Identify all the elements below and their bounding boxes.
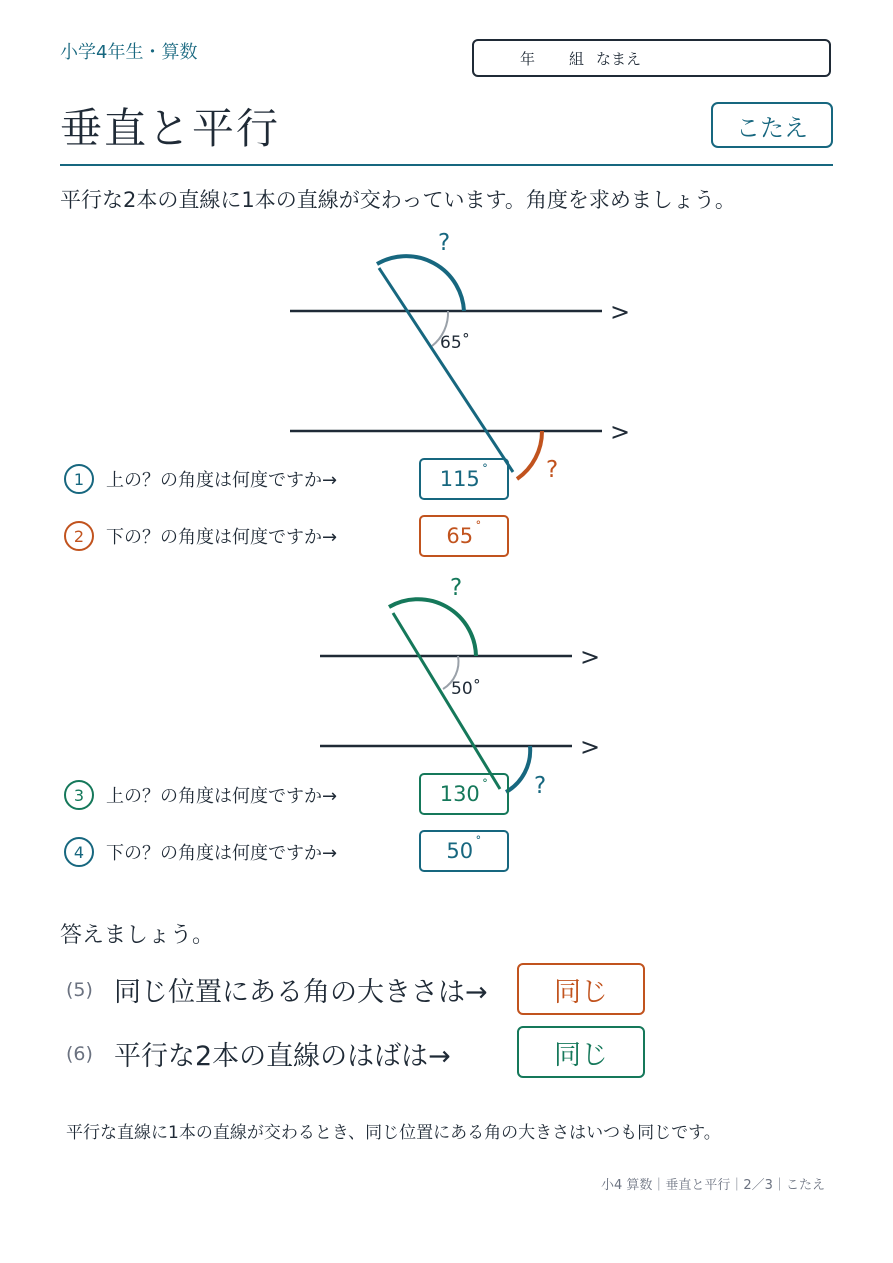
question-mark-top-2: ? — [450, 575, 463, 601]
degree-unit-2: ˚ — [475, 520, 482, 536]
question-mark-bottom-2: ? — [534, 773, 547, 799]
section-2-heading: 答えましょう。 — [60, 923, 215, 948]
answer-box-2[interactable] — [419, 515, 509, 557]
question-number-5: (5) — [66, 978, 93, 1001]
page-footer: 小4 算数｜垂直と平行｜2／3｜こたえ — [601, 1178, 825, 1193]
page-title: 垂直と平行 — [60, 104, 281, 153]
name-label: なまえ — [596, 49, 642, 68]
instruction-text: 平行な2本の直線に1本の直線が交わっています。角度を求めましょう。 — [60, 188, 736, 212]
parallel-arrow-2b: > — [580, 733, 601, 761]
answer-box-3[interactable] — [419, 773, 509, 815]
parallel-arrow-1b: > — [610, 418, 631, 446]
answer-box-6[interactable] — [517, 1026, 645, 1078]
given-angle-label-1: 65˚ — [440, 333, 471, 353]
class-label: 組 — [569, 49, 585, 68]
question-number-2: 2 — [64, 521, 94, 551]
parallel-arrow-1a: > — [610, 298, 631, 326]
answer-value-5: 同じ — [554, 976, 608, 1008]
degree-unit-4: ˚ — [475, 835, 482, 851]
question-4 — [64, 837, 337, 867]
answer-value-2: 65 — [446, 524, 474, 548]
question-6 — [66, 1034, 451, 1073]
question-2 — [64, 521, 337, 551]
answer-value-3: 130 — [439, 782, 480, 806]
grade-label: 小学4年生・算数 — [60, 42, 198, 63]
question-mark-bottom-1: ? — [546, 457, 559, 483]
question-text-3: 上の？の角度は何度ですか→ — [106, 786, 338, 807]
answer-value-4: 50 — [446, 839, 474, 863]
question-text-2: 下の？の角度は何度ですか→ — [106, 527, 338, 548]
question-3 — [64, 780, 337, 810]
question-text-5: 同じ位置にある角の大きさは→ — [114, 977, 488, 1008]
question-number-4: 4 — [64, 837, 94, 867]
degree-unit-3: ˚ — [481, 778, 489, 794]
figure-2 — [320, 575, 600, 799]
figure-1 — [290, 230, 630, 483]
transversal-2 — [393, 613, 500, 789]
degree-unit-1: ˚ — [481, 463, 489, 479]
question-number-3: 3 — [64, 780, 94, 810]
answer-value-6: 同じ — [554, 1039, 608, 1071]
angle-arc-bottom-1 — [517, 431, 542, 479]
parallel-arrow-2a: > — [580, 643, 601, 671]
answer-tag: こたえ — [711, 102, 833, 148]
answer-box-1[interactable] — [419, 458, 509, 500]
question-number-1: 1 — [64, 464, 94, 494]
year-label: 年 — [520, 49, 536, 68]
question-text-6: 平行な2本の直線のはばは→ — [114, 1041, 451, 1072]
transversal-1 — [379, 268, 513, 472]
answer-box-4[interactable] — [419, 830, 509, 872]
answer-box-5[interactable] — [517, 963, 645, 1015]
question-number-6: (6) — [66, 1042, 93, 1065]
given-angle-label-2: 50˚ — [451, 679, 482, 699]
answer-value-1: 115 — [439, 467, 480, 491]
question-1 — [64, 464, 337, 494]
angle-arc-bottom-2 — [506, 746, 530, 792]
question-text-4: 下の？の角度は何度ですか→ — [106, 843, 338, 864]
question-5 — [66, 970, 488, 1009]
question-mark-top-1: ? — [438, 230, 451, 256]
summary-note: 平行な直線に1本の直線が交わるとき、同じ位置にある角の大きさはいつも同じです。 — [66, 1123, 721, 1143]
question-text-1: 上の？の角度は何度ですか→ — [106, 470, 338, 491]
